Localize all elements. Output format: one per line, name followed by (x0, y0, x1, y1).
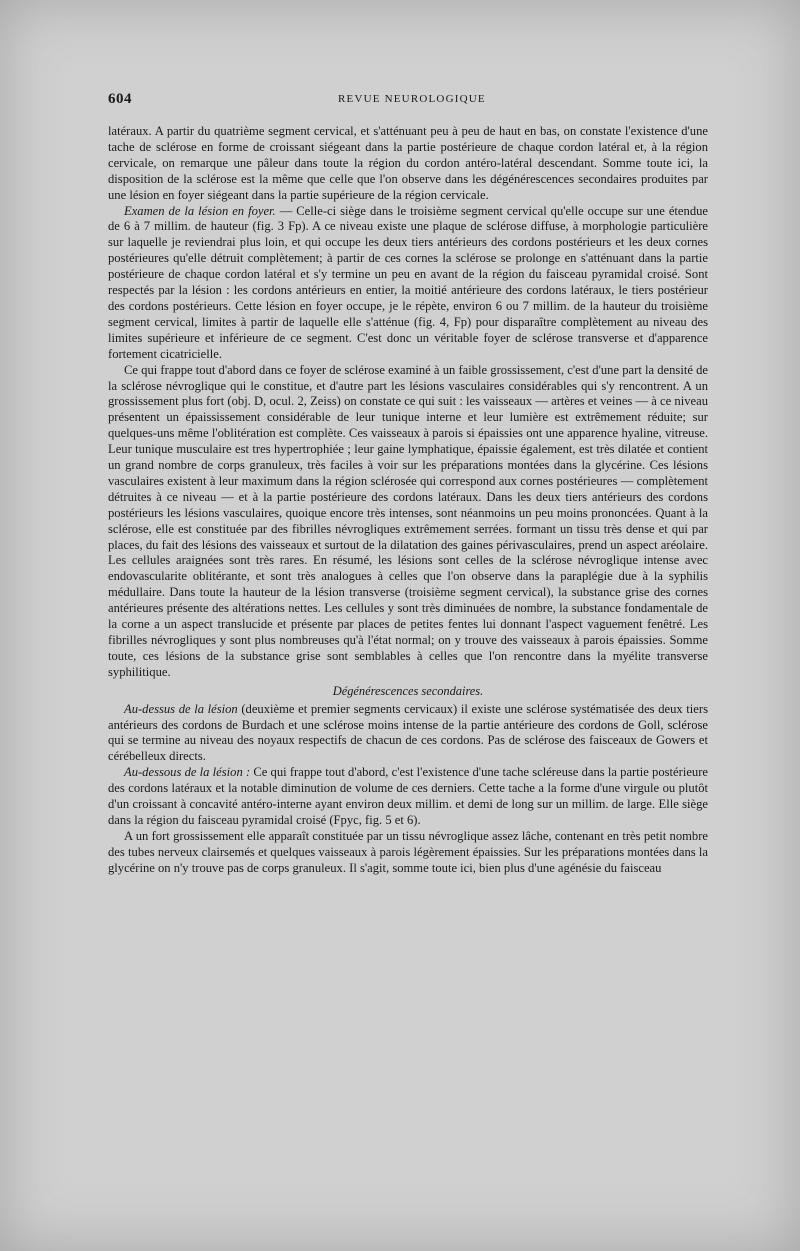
page-number: 604 (108, 91, 132, 107)
paragraph-text: — Celle-ci siège dans le troisième segment cervical qu'elle occupe sur une étendue de 6 à 7 millim. de hauteur (fig. 3 Fp). A ce niveau existe une plaque de sclérose diffuse, à morphologie particulière sur laquelle je reviendrai plus loin, et qui occupe les deux tiers antérieurs des cordons postérieurs et les deux cornes postérieures qu'elle détruit complètement; à partir de ces cornes la sclérose se prolonge en s'atténuant dans la partie postérieure de chaque cordon latéral et s'y termine un peu en avant de la région du faisceau pyramidal croisé. Sont respectés par la lésion : les cordons antérieurs en entier, la moitié antérieure des cordons latéraux, le tiers postérieur des cordons postérieurs. Cette lésion en foyer occupe, je le répète, environ 6 ou 7 millim. de la hauteur du troisième segment cervical, limites à partir de laquelle elle s'atténue (fig. 4, Fp) pour disparaître complètement au niveau des limites supérieure et inférieure de ce segment. C'est donc un véritable foyer de sclérose transverse et d'apparence fortement cicatricielle. (108, 203, 708, 361)
body-text (108, 124, 708, 877)
paragraph (108, 702, 708, 766)
paragraph (108, 363, 708, 681)
paragraph (108, 124, 708, 204)
paragraph-lead: Au-dessous de la lésion : (124, 765, 251, 780)
paragraph-text: latéraux. A partir du quatrième segment cervical, et s'atténuant peu à peu de haut en bas, on constate l'existence d'une tache de sclérose en forme de croissant siégeant dans la partie postérieure de chaque cordon latéral et, à la région cervicale, on remarque une pâleur dans toute la région du cordon antéro-latéral descendant. Somme toute ici, la disposition de la sclérose est la même que celle que l'on observe dans les dégénérescences secondaires produites par une lésion en foyer siégeant dans la partie supérieure de la région cervicale. (108, 124, 708, 202)
paragraph-text: A un fort grossissement elle apparaît constituée par un tissu névroglique assez lâche, contenant en très petit nombre des tubes nerveux clairsemés et quelques vaisseaux à parois légèrement épaissies. Sur les préparations montées dans la glycérine on n'y trouve pas de corps granuleux. Il s'agit, somme toute ici, bien plus d'une agénésie du faisceau (108, 828, 708, 875)
section-title: Dégénérescences secondaires. (332, 683, 484, 698)
paragraph (108, 204, 708, 363)
paragraph (108, 765, 708, 829)
paragraph-text: Ce qui frappe tout d'abord dans ce foyer de sclérose examiné à un faible grossissement, c'est d'une part la densité de la sclérose névroglique qui le constitue, et d'autre part les lésions vasculaires considérables qui s'y rencontrent. A un grossissement plus fort (obj. D, ocul. 2, Zeiss) on constate ce qui suit : les vaisseaux — artères et veines — à ce niveau présentent un épaississement considérable de leur tunique interne et leur lumière est extrêmement réduite; sur quelques-uns même l'oblitération est complète. Ces vaisseaux à parois si épaissies ont une apparence hyaline, vitreuse. Leur tunique musculaire est tres hypertrophiée ; leur gaine lymphatique, épaissie également, est très dilatée et contient un grand nombre de corps granuleux, très faciles à voir sur les préparations montées dans la glycérine. Ces lésions vasculaires existent à leur maximum dans la région sclérosée qui correspond aux cornes postérieures — complètement détruites à ce niveau — et à la partie postérieure des cordons latéraux. Dans les deux tiers antérieurs des cordons postérieurs les lésions vasculaires, quoique encore très intenses, sont néanmoins un peu moins prononcées. Quant à la sclérose, elle est constituée par des fibrilles névrogliques extrêmement serrées. formant un tissu très dense et qui par places, du fait des lésions des vaisseaux et surtout de la dilatation des gaines périvasculaires, prend un aspect aréolaire. Les cellules araignées sont très rares. En résumé, les lésions sont celles de la sclérose névroglique intense avec endovascularite oblitérante, et sont très analogues à celles que l'on observe dans la paraplégie due à la syphilis médullaire. Dans toute la hauteur de la lésion transverse (troisième segment cervical), la substance grise des cornes antérieures présente des altérations nettes. Les cellules y sont très diminuées de nombre, la substance fondamentale de la corne a un aspect translucide et présente par places de petites fentes lui donnant l'aspect vaguement fenêtré. Les fibrilles névrogliques y sont plus nombreuses qu'à l'état normal; on y trouve des vaisseaux à parois épaissies. Somme toute, ces lésions de la substance grise sont semblables à celles que l'on rencontre dans la myélite transverse syphilitique. (108, 362, 708, 679)
paragraph-text: (deuxième et premier segments cervicaux) il existe une sclérose systématisée des deux tiers antérieurs des cordons de Burdach et une sclérose moins intense de la partie antérieure des cordons de Goll, sclérose qui se termine au niveau des noyaux respectifs de chacun de ces cordons. Pas de sclérose des faisceaux de Gowers et cérébelleux directs. (108, 701, 708, 764)
paragraph-lead: Au-dessus de la lésion (124, 701, 238, 716)
running-head: REVUE NEUROLOGIQUE (338, 93, 486, 105)
paragraph-text: Ce qui frappe tout d'abord, c'est l'existence d'une tache scléreuse dans la partie postérieure des cordons latéraux et la notable diminution de volume de ces derniers. Cette tache a la forme d'une virgule ou plutôt d'un croissant à concavité antéro-interne ayant environ deux millim. et demi de long sur un millim. de large. Elle siège dans la région du faisceau pyramidal croisé (Fpyc, fig. 5 et 6). (108, 765, 708, 827)
page-header (108, 91, 708, 111)
paragraph (108, 829, 708, 877)
paragraph-lead: Examen de la lésion en foyer. (124, 203, 276, 218)
